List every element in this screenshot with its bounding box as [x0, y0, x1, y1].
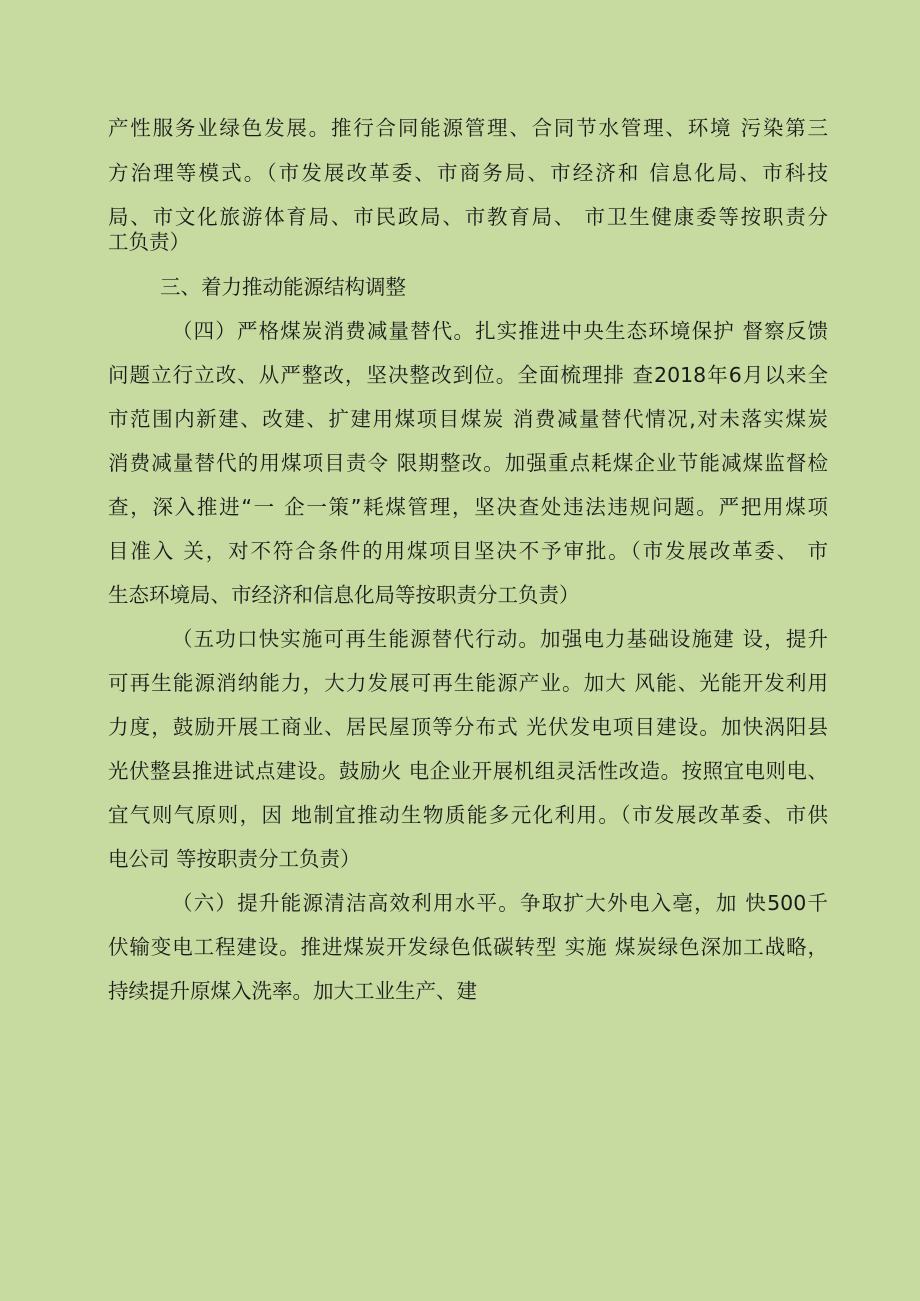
text-line: 生态环境局、市经济和信息化局等按职责分工负责） [108, 583, 580, 607]
text-line: 问题立行立改、从严整改，坚决整改到位。全面梳理排 查2018年6月以来全 [108, 363, 828, 387]
text-line: 查，深入推进“一 企一策”耗煤管理，坚决查处违法违规问题。严把用煤项 [108, 495, 828, 519]
text-line: 力度，鼓励开展工商业、居民屋顶等分布式 光伏发电项目建设。加快涡阳县 [108, 715, 828, 739]
text-line: 消费减量替代的用煤项目责令 限期整改。加强重点耗煤企业节能减煤监督检 [108, 451, 828, 475]
text-line: 电公司 等按职责分工负责） [108, 847, 361, 871]
text-line: 伏输变电工程建设。推进煤炭开发绿色低碳转型 实施 煤炭绿色深加工战略， [108, 935, 828, 959]
paragraph-first-line: （四）严格煤炭消费减量替代。扎实推进中央生态环境保护 督察反馈 [172, 319, 828, 343]
text-line: 工负责） [108, 230, 190, 254]
section-heading: 三、着力推动能源结构调整 [160, 275, 406, 299]
text-line: 产性服务业绿色发展。推行合同能源管理、合同节水管理、环境 污染第三 [108, 116, 828, 140]
text-line: 可再生能源消纳能力，大力发展可再生能源产业。加大 风能、光能开发利用 [108, 671, 828, 695]
text-line: 局、市文化旅游体育局、市民政局、市教育局、 市卫生健康委等按职责分 [108, 205, 828, 229]
text-line: 目准入 关，对不符合条件的用煤项目坚决不予审批。（市发展改革委、 市 [108, 539, 828, 563]
text-line: 持续提升原煤入洗率。加大工业生产、建 [108, 979, 477, 1003]
paragraph-first-line: （五功口快实施可再生能源替代行动。加强电力基础设施建 设，提升 [172, 627, 828, 651]
text-line: 光伏整县推进试点建设。鼓励火 电企业开展机组灵活性改造。按照宜电则电、 [108, 759, 828, 783]
text-line: 方治理等模式。（市发展改革委、市商务局、市经济和 信息化局、市科技 [108, 161, 828, 185]
paragraph-first-line: （六）提升能源清洁高效利用水平。争取扩大外电入亳，加 快500千 [172, 891, 828, 915]
text-line: 宜气则气原则，因 地制宜推动生物质能多元化利用。（市发展改革委、市供 [108, 803, 828, 827]
text-line: 市范围内新建、改建、扩建用煤项目煤炭 消费减量替代情况,对未落实煤炭 [108, 407, 828, 431]
